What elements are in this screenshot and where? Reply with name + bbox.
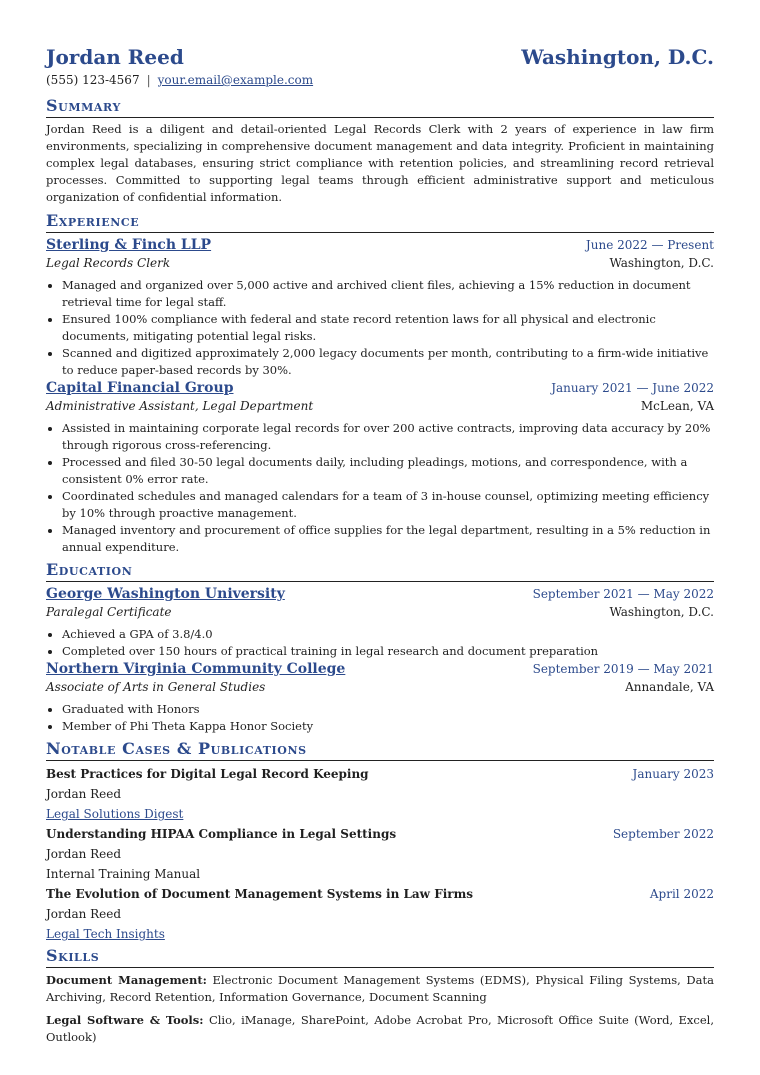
education-entry <box>46 585 714 660</box>
section-title-education: Education <box>46 560 714 582</box>
education-bullets <box>46 626 714 660</box>
employment-dates: January 2021 — June 2022 <box>551 381 714 395</box>
contact-separator: | <box>146 73 151 87</box>
bullet-item: • Scanned and digitized approximately 2,000 legacy documents per month, contributing to a firm-wide initiative to reduce paper-based records by 30%. <box>62 345 714 379</box>
skills-text: Electronic Document Management Systems (EDMS), Physical Filing Systems, Data Archiving, Record Retention, Information Governance, Document Scanning <box>46 973 714 1004</box>
publication-date: April 2022 <box>649 887 714 901</box>
resume-header <box>46 38 714 69</box>
school-link[interactable]: Northern Virginia Community College <box>46 661 346 677</box>
publication-author: Jordan Reed <box>46 907 122 921</box>
experience-bullets <box>46 277 714 379</box>
degree: Associate of Arts in General Studies <box>46 680 266 694</box>
experience-entry <box>46 379 714 556</box>
degree: Paralegal Certificate <box>46 605 172 619</box>
education-entry <box>46 660 714 735</box>
publication-date: September 2022 <box>612 827 714 841</box>
job-location: McLean, VA <box>640 399 714 413</box>
summary-text: Jordan Reed is a diligent and detail-oriented Legal Records Clerk with 2 years of experience in law firm environments, specializing in comprehensive document management and data integrity. Proficient in maintaining complex legal databases, ensuring strict compliance with retention policies, and streamlining record retrieval processes. Committed to supporting legal teams through efficient administrative support and meticulous organization of confidential information. <box>46 122 714 204</box>
school-location: Annandale, VA <box>625 680 714 694</box>
bullet-item: • Managed inventory and procurement of office supplies for the legal department, resulting in a 5% reduction in annual expenditure. <box>62 522 714 556</box>
bullet-item: • Member of Phi Theta Kappa Honor Society <box>62 718 714 735</box>
section-title-publications: Notable Cases & Publications <box>46 739 714 761</box>
skills-text: Clio, iManage, SharePoint, Adobe Acrobat Pro, Microsoft Office Suite (Word, Excel, Outlook) <box>46 1013 714 1044</box>
phone-number: (555) 123-4567 <box>46 73 140 87</box>
employment-dates: June 2022 — Present <box>585 238 714 252</box>
skills-line <box>46 972 714 1006</box>
skills-label: Document Management: <box>46 973 207 987</box>
publication-title: Best Practices for Digital Legal Record Keeping <box>46 767 369 781</box>
school-link[interactable]: George Washington University <box>46 586 285 602</box>
job-title: Administrative Assistant, Legal Department <box>46 399 314 413</box>
publication-entry <box>46 824 714 884</box>
education-dates: September 2019 — May 2021 <box>532 662 714 676</box>
bullet-item: • Achieved a GPA of 3.8/4.0 <box>62 626 714 643</box>
section-title-experience: Experience <box>46 211 714 233</box>
bullet-item: • Graduated with Honors <box>62 701 714 718</box>
bullet-item: • Coordinated schedules and managed calendars for a team of 3 in-house counsel, optimizing meeting efficiency by 10% through proactive management. <box>62 488 714 522</box>
skills-line <box>46 1012 714 1046</box>
section-title-summary: Summary <box>46 96 714 118</box>
employer-link[interactable]: Capital Financial Group <box>46 380 234 396</box>
job-title: Legal Records Clerk <box>46 256 171 270</box>
publication-date: January 2023 <box>632 767 714 781</box>
section-title-skills: Skills <box>46 946 714 968</box>
bullet-item: • Managed and organized over 5,000 active and archived client files, achieving a 15% reduction in document retrieval time for legal staff. <box>62 277 714 311</box>
publication-author: Jordan Reed <box>46 787 122 801</box>
publication-venue-link[interactable]: Legal Solutions Digest <box>46 807 184 821</box>
bullet-item: • Ensured 100% compliance with federal and state record retention laws for all physical and electronic documents, mitigating potential legal risks. <box>62 311 714 345</box>
publication-venue: Internal Training Manual <box>46 867 201 881</box>
education-bullets <box>46 701 714 735</box>
contact-line <box>46 72 714 90</box>
publication-title: Understanding HIPAA Compliance in Legal Settings <box>46 827 397 841</box>
candidate-location: Washington, D.C. <box>521 45 714 69</box>
publication-entry <box>46 764 714 824</box>
bullet-item: • Assisted in maintaining corporate legal records for over 200 active contracts, improving data accuracy by 20% through rigorous cross-referencing. <box>62 420 714 454</box>
publication-venue-link[interactable]: Legal Tech Insights <box>46 927 165 941</box>
job-location: Washington, D.C. <box>609 256 714 270</box>
email-link[interactable]: your.email@example.com <box>157 73 314 87</box>
candidate-name: Jordan Reed <box>46 45 184 69</box>
employer-link[interactable]: Sterling & Finch LLP <box>46 237 212 253</box>
bullet-item: • Completed over 150 hours of practical training in legal research and document preparation <box>62 643 714 660</box>
publication-entry <box>46 884 714 944</box>
education-dates: September 2021 — May 2022 <box>532 587 714 601</box>
publication-author: Jordan Reed <box>46 847 122 861</box>
skills-label: Legal Software & Tools: <box>46 1013 204 1027</box>
bullet-item: • Processed and filed 30-50 legal documents daily, including pleadings, motions, and correspondence, with a consistent 0% error rate. <box>62 454 714 488</box>
experience-bullets <box>46 420 714 556</box>
school-location: Washington, D.C. <box>609 605 714 619</box>
publication-title: The Evolution of Document Management Systems in Law Firms <box>46 887 474 901</box>
experience-entry <box>46 236 714 379</box>
